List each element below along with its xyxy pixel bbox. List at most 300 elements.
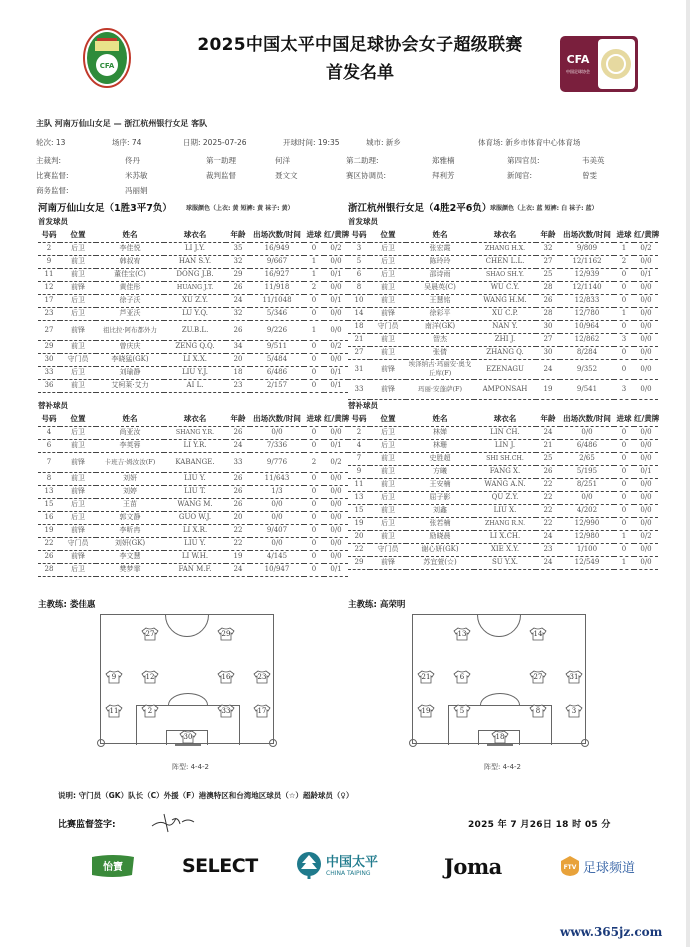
cell-name: 黄佳彤 [96, 281, 164, 294]
cell-cards: 0/0 [634, 452, 658, 465]
table-row [348, 556, 658, 569]
column-header: 出场次数/时间 [560, 228, 614, 242]
table-row [348, 268, 658, 281]
cell-number: 18 [348, 320, 370, 333]
cell-name: 张若楠 [406, 517, 474, 530]
cell-goals: 0 [614, 346, 634, 359]
cell-cards: 0/0 [634, 281, 658, 294]
official-value: 曾雯 [582, 171, 597, 180]
official-label: 主裁判: [36, 156, 62, 165]
cell-position: 前卫 [60, 472, 96, 485]
cell-goals: 0 [304, 511, 324, 524]
cell-position: 后卫 [370, 426, 406, 439]
cell-cards: 0/0 [634, 294, 658, 307]
cell-name: 刘鑫 [406, 504, 474, 517]
table-row [38, 550, 348, 563]
cell-cards: 0/0 [324, 472, 348, 485]
cell-name: 徐子沃 [96, 294, 164, 307]
cell-position: 守门员 [60, 353, 96, 366]
cell-position: 守门员 [370, 543, 406, 556]
column-header: 号码 [38, 228, 60, 242]
cell-name: 王苗 [96, 498, 164, 511]
cell-position: 前卫 [370, 465, 406, 478]
cell-shirt-name: EZENAGU [474, 359, 536, 379]
shirt-number: 11 [109, 707, 119, 715]
cell-shirt-name: FANG X. [474, 465, 536, 478]
signature-datetime: 2025 年 7 月26日 18 时 05 分 [468, 820, 611, 830]
table-row [348, 439, 658, 452]
player-shirt-icon [217, 627, 235, 641]
round-info: 轮次: 13 [36, 138, 66, 147]
cell-number: 31 [348, 359, 370, 379]
cell-shirt-name: LIU Y. [164, 537, 226, 550]
cell-number: 14 [348, 307, 370, 320]
column-header: 红/黄牌 [324, 412, 348, 426]
cell-cards: 0/0 [634, 478, 658, 491]
cell-appearances: 4/202 [560, 504, 614, 517]
cell-goals: 0 [304, 472, 324, 485]
cell-position: 后卫 [370, 491, 406, 504]
column-header: 进球 [304, 412, 324, 426]
table-row [348, 333, 658, 346]
cell-goals: 0 [304, 498, 324, 511]
home-starters-table [38, 228, 348, 393]
table-row [38, 255, 348, 268]
cell-goals: 0 [304, 524, 324, 537]
cell-goals: 0 [614, 359, 634, 379]
cell-position: 后卫 [370, 242, 406, 255]
cell-name: 王安楠 [406, 478, 474, 491]
cell-appearances: 9/407 [250, 524, 304, 537]
cell-name: 埃泽纳古·玛丽安·奥戈丘库(F) [406, 359, 474, 379]
cell-appearances: 4/145 [250, 550, 304, 563]
cell-appearances: 0/0 [560, 426, 614, 439]
cell-age: 26 [226, 472, 250, 485]
table-row [348, 426, 658, 439]
cell-goals: 1 [304, 320, 324, 340]
cell-goals: 0 [304, 563, 324, 576]
cell-name: 方曦 [406, 465, 474, 478]
cell-goals: 0 [304, 307, 324, 320]
away-subs-table [348, 412, 658, 570]
shirt-number: 19 [421, 707, 431, 715]
cell-name: 祖比拉·阿布都外力 [96, 320, 164, 340]
cell-cards: 0/0 [324, 307, 348, 320]
cell-appearances: 2/157 [250, 379, 304, 392]
cell-cards: 0/2 [634, 530, 658, 543]
cell-name: 李昕冉 [96, 524, 164, 537]
cell-shirt-name: DONG J.B. [164, 268, 226, 281]
cell-goals: 0 [614, 517, 634, 530]
player-shirt-icon [141, 627, 159, 641]
cell-appearances: 6/486 [250, 366, 304, 379]
cell-appearances: 12/980 [560, 530, 614, 543]
player-shirt-icon [453, 670, 471, 684]
cell-name: 李晓猛(GK) [96, 353, 164, 366]
cell-name: 郭文静 [96, 511, 164, 524]
cell-cards: 0/0 [634, 307, 658, 320]
cell-number: 33 [348, 379, 370, 399]
player-shirt-icon [453, 627, 471, 641]
cell-name: 徐彩平 [406, 307, 474, 320]
column-header: 姓名 [96, 412, 164, 426]
cell-goals: 0 [614, 439, 634, 452]
cell-shirt-name: LIU X. [474, 504, 536, 517]
home-formation-label: 阵型: 4-4-2 [172, 763, 209, 771]
official-label: 新闻官: [507, 171, 533, 180]
cell-number: 3 [348, 242, 370, 255]
cell-age: 24 [536, 556, 560, 569]
cell-age: 21 [536, 439, 560, 452]
table-row [348, 543, 658, 556]
home-coach: 主教练: 娄佳惠 [38, 600, 96, 610]
cell-age: 27 [536, 255, 560, 268]
cell-age: 27 [536, 333, 560, 346]
cell-goals: 0 [614, 465, 634, 478]
shirt-number: 31 [569, 673, 579, 681]
cell-shirt-name: NAN Y. [474, 320, 536, 333]
official-value: 郑雅楠 [432, 156, 455, 165]
shirt-number: 29 [221, 630, 231, 638]
cell-shirt-name: ZHANG Q. [474, 346, 536, 359]
cell-position: 后卫 [60, 563, 96, 576]
shirt-number: 17 [257, 707, 267, 715]
cell-name: 刘婷 [96, 485, 164, 498]
cell-goals: 1 [614, 530, 634, 543]
cell-cards: 0/0 [324, 320, 348, 340]
sponsor-ftv-logo [560, 852, 635, 880]
table-row [38, 242, 348, 255]
cell-number: 6 [348, 268, 370, 281]
away-coach: 主教练: 高荣明 [348, 600, 406, 610]
cell-number: 12 [38, 281, 60, 294]
column-header: 出场次数/时间 [250, 412, 304, 426]
cell-name: 智杰 [406, 333, 474, 346]
cell-cards: 0/0 [634, 556, 658, 569]
cell-name: 南洋(GK) [406, 320, 474, 333]
cell-shirt-name: LIU Y.J. [164, 366, 226, 379]
taiping-cn-text: 中国太平 [326, 854, 379, 870]
kickoff-info: 开球时间: 19:35 [283, 138, 340, 147]
cell-position: 后卫 [370, 268, 406, 281]
cell-name: 玛丽·安蓬萨(F) [406, 379, 474, 399]
cell-cards: 0/0 [634, 517, 658, 530]
cell-goals: 0 [304, 353, 324, 366]
cell-goals: 0 [614, 281, 634, 294]
cell-number: 27 [348, 346, 370, 359]
cell-goals: 0 [304, 340, 324, 353]
cell-shirt-name: ZHI J. [474, 333, 536, 346]
cell-shirt-name: SHI SH.CH. [474, 452, 536, 465]
cell-goals: 0 [614, 452, 634, 465]
shirt-number: 5 [459, 707, 465, 715]
cell-number: 29 [348, 556, 370, 569]
cell-appearances: 12/833 [560, 294, 614, 307]
cell-shirt-name: ZHANG R.N. [474, 517, 536, 530]
cell-number: 27 [38, 320, 60, 340]
cell-number: 13 [38, 485, 60, 498]
cell-cards: 0/0 [634, 255, 658, 268]
cell-name: 李文慧 [96, 550, 164, 563]
cell-appearances: 0/0 [560, 491, 614, 504]
cell-cards: 0/0 [324, 426, 348, 439]
cell-number: 9 [348, 465, 370, 478]
table-row [348, 452, 658, 465]
cell-name: 谢心妍(GK) [406, 543, 474, 556]
cell-age: 32 [226, 255, 250, 268]
cell-number: 2 [38, 242, 60, 255]
cell-cards: 0/0 [324, 498, 348, 511]
cell-position: 前卫 [60, 255, 96, 268]
cell-name: 樊梦霏 [96, 563, 164, 576]
cell-position: 前卫 [60, 268, 96, 281]
shirt-number: 12 [145, 673, 155, 681]
cell-name: 张宏霞 [406, 242, 474, 255]
cell-shirt-name: LIU T. [164, 485, 226, 498]
table-row [38, 537, 348, 550]
table-row [38, 281, 348, 294]
shirt-number: 18 [495, 733, 505, 741]
cell-appearances: 12/862 [560, 333, 614, 346]
cell-shirt-name: HUANG J.T. [164, 281, 226, 294]
signature-icon [150, 810, 200, 834]
cell-name: 刘瑜静 [96, 366, 164, 379]
cell-cards: 0/0 [634, 333, 658, 346]
cell-position: 前卫 [370, 530, 406, 543]
cell-goals: 0 [304, 439, 324, 452]
cell-number: 11 [38, 268, 60, 281]
cell-cards: 0/0 [634, 346, 658, 359]
cell-shirt-name: WU C.Y. [474, 281, 536, 294]
column-header: 位置 [60, 228, 96, 242]
table-row [38, 320, 348, 340]
cell-number: 15 [38, 498, 60, 511]
home-team-name: 河南万仙山女足（1胜3平7负） [38, 203, 172, 214]
player-shirt-icon [105, 670, 123, 684]
ftv-text: 足球频道 [583, 860, 636, 876]
page-title: 2025中国太平中国足球协会女子超级联赛 [197, 35, 523, 55]
official-label: 赛区协调员: [346, 171, 387, 180]
match-number-info: 场序: 74 [112, 138, 142, 147]
column-header: 位置 [370, 412, 406, 426]
shirt-number: 23 [257, 673, 267, 681]
cell-number: 9 [38, 255, 60, 268]
cell-shirt-name: LI X.CH. [474, 530, 536, 543]
shirt-number: 33 [221, 707, 231, 715]
cell-appearances: 8/251 [560, 478, 614, 491]
cell-age: 32 [226, 307, 250, 320]
cell-cards: 0/0 [324, 511, 348, 524]
cell-number: 5 [348, 255, 370, 268]
cell-name: 屈子影 [406, 491, 474, 504]
cell-number: 4 [38, 426, 60, 439]
shirt-number: 27 [533, 673, 543, 681]
cell-position: 前卫 [370, 478, 406, 491]
cell-appearances: 0/0 [250, 498, 304, 511]
cell-shirt-name: LIN J. [474, 439, 536, 452]
cell-position: 后卫 [60, 366, 96, 379]
official-value: 韦美英 [582, 156, 605, 165]
cell-name: 卡班吉·姆汝汝(F) [96, 452, 164, 472]
player-shirt-icon [417, 704, 435, 718]
table-row [38, 307, 348, 320]
cell-age: 26 [536, 465, 560, 478]
official-value: 何洋 [275, 156, 290, 165]
cell-age: 26 [226, 485, 250, 498]
cell-number: 16 [38, 511, 60, 524]
cell-number: 2 [348, 426, 370, 439]
cell-number: 20 [348, 530, 370, 543]
cell-appearances: 0/0 [250, 426, 304, 439]
cell-appearances: 12/990 [560, 517, 614, 530]
cell-cards: 0/0 [634, 359, 658, 379]
table-row [348, 504, 658, 517]
cell-cards: 0/2 [324, 452, 348, 472]
cell-cards: 0/2 [324, 340, 348, 353]
column-header: 红/黄牌 [634, 412, 658, 426]
cell-goals: 0 [304, 294, 324, 307]
cell-shirt-name: ZENG Q.Q. [164, 340, 226, 353]
cell-age: 23 [226, 379, 250, 392]
cell-name: 吴晨英(C) [406, 281, 474, 294]
cell-name: 刘妍(GK) [96, 537, 164, 550]
table-row [348, 359, 658, 379]
player-shirt-icon [253, 670, 271, 684]
cell-shirt-name: AMPONSAH [474, 379, 536, 399]
cell-age: 30 [536, 346, 560, 359]
cell-goals: 2 [304, 281, 324, 294]
cell-cards: 0/1 [634, 465, 658, 478]
cell-position: 后卫 [60, 294, 96, 307]
cell-age: 26 [226, 498, 250, 511]
table-row [38, 294, 348, 307]
table-row [38, 366, 348, 379]
column-header: 进球 [614, 412, 634, 426]
cell-age: 26 [226, 281, 250, 294]
cell-age: 22 [536, 478, 560, 491]
official-value: 冯丽娟 [125, 186, 148, 195]
column-header: 球衣名 [474, 228, 536, 242]
cell-goals: 1 [614, 242, 634, 255]
cell-appearances: 1/3 [250, 485, 304, 498]
cell-number: 36 [38, 379, 60, 392]
cell-number: 7 [348, 452, 370, 465]
cell-shirt-name: LI X.X. [164, 353, 226, 366]
cell-shirt-name: WANG A.N. [474, 478, 536, 491]
cell-appearances: 10/947 [250, 563, 304, 576]
match-teams-line: 主队 河南万仙山女足 — 浙江杭州银行女足 客队 [36, 119, 208, 128]
player-shirt-icon [529, 670, 547, 684]
cell-age: 19 [536, 379, 560, 399]
player-shirt-icon [453, 704, 471, 718]
column-header: 号码 [348, 228, 370, 242]
cell-name: 曾庆庆 [96, 340, 164, 353]
column-header: 位置 [60, 412, 96, 426]
sponsor-china-taiping-logo [296, 852, 378, 880]
cell-position: 前卫 [60, 439, 96, 452]
cell-cards: 0/0 [634, 439, 658, 452]
cell-goals: 1 [614, 307, 634, 320]
column-header: 球衣名 [474, 412, 536, 426]
cell-appearances: 10/964 [560, 320, 614, 333]
player-shirt-icon [417, 670, 435, 684]
shirt-number: 3 [571, 707, 577, 715]
cell-goals: 0 [614, 543, 634, 556]
cell-appearances: 11/643 [250, 472, 304, 485]
cell-appearances: 12/1140 [560, 281, 614, 294]
cell-appearances: 0/0 [250, 537, 304, 550]
table-row [348, 379, 658, 399]
column-header: 红/黄牌 [324, 228, 348, 242]
cell-number: 19 [348, 517, 370, 530]
player-shirt-icon [105, 704, 123, 718]
cell-name: 刘妍 [96, 472, 164, 485]
official-label: 第一助理 [206, 156, 236, 165]
cell-position: 前卫 [370, 346, 406, 359]
table-row [348, 307, 658, 320]
column-header: 球衣名 [164, 228, 226, 242]
shirt-number: 2 [147, 707, 153, 715]
column-header: 红/黄牌 [634, 228, 658, 242]
away-starters-heading: 首发球员 [348, 217, 378, 226]
cell-age: 22 [536, 504, 560, 517]
cell-name: 史胜超 [406, 452, 474, 465]
cell-shirt-name: SHANG Y.R. [164, 426, 226, 439]
cell-cards: 0/0 [634, 320, 658, 333]
column-header: 姓名 [406, 228, 474, 242]
cell-cards: 0/0 [634, 543, 658, 556]
cell-position: 前锋 [370, 379, 406, 399]
cell-position: 前卫 [60, 379, 96, 392]
cell-cards: 0/0 [634, 379, 658, 399]
cell-goals: 0 [614, 268, 634, 281]
cell-number: 29 [38, 340, 60, 353]
cell-shirt-name: LI J.Y. [164, 242, 226, 255]
cell-appearances: 9/352 [560, 359, 614, 379]
sponsor-yibao-logo [90, 852, 136, 880]
home-formation-pitch [100, 614, 274, 744]
cell-age: 22 [536, 517, 560, 530]
cell-appearances: 6/486 [560, 439, 614, 452]
cell-age: 26 [536, 294, 560, 307]
player-shirt-icon [565, 704, 583, 718]
date-info: 日期: 2025-07-26 [183, 138, 247, 147]
cell-cards: 0/1 [324, 379, 348, 392]
cell-name: 励晓晨 [406, 530, 474, 543]
cell-goals: 3 [614, 379, 634, 399]
cell-appearances: 7/336 [250, 439, 304, 452]
cell-number: 6 [38, 439, 60, 452]
cell-position: 前锋 [60, 320, 96, 340]
column-header: 年龄 [536, 412, 560, 426]
cell-position: 前卫 [370, 294, 406, 307]
cell-position: 前锋 [370, 359, 406, 379]
taiping-tree-icon [296, 851, 322, 881]
cfa-association-emblem-icon [83, 27, 131, 89]
cell-goals: 2 [304, 452, 324, 472]
legend-note: 说明: 守门员（GK）队长（C）外援（F）港澳特区和台湾地区球员（☆）超龄球员（♀） [58, 791, 354, 800]
cell-goals: 0 [614, 426, 634, 439]
cell-appearances: 9/667 [250, 255, 304, 268]
cell-age: 22 [226, 537, 250, 550]
away-subs-heading: 替补球员 [348, 401, 378, 410]
cell-age: 28 [536, 281, 560, 294]
table-row [348, 281, 658, 294]
cell-cards: 0/1 [324, 294, 348, 307]
cfa-league-badge-icon [560, 36, 638, 92]
cell-position: 后卫 [60, 498, 96, 511]
shirt-number: 30 [183, 733, 193, 741]
